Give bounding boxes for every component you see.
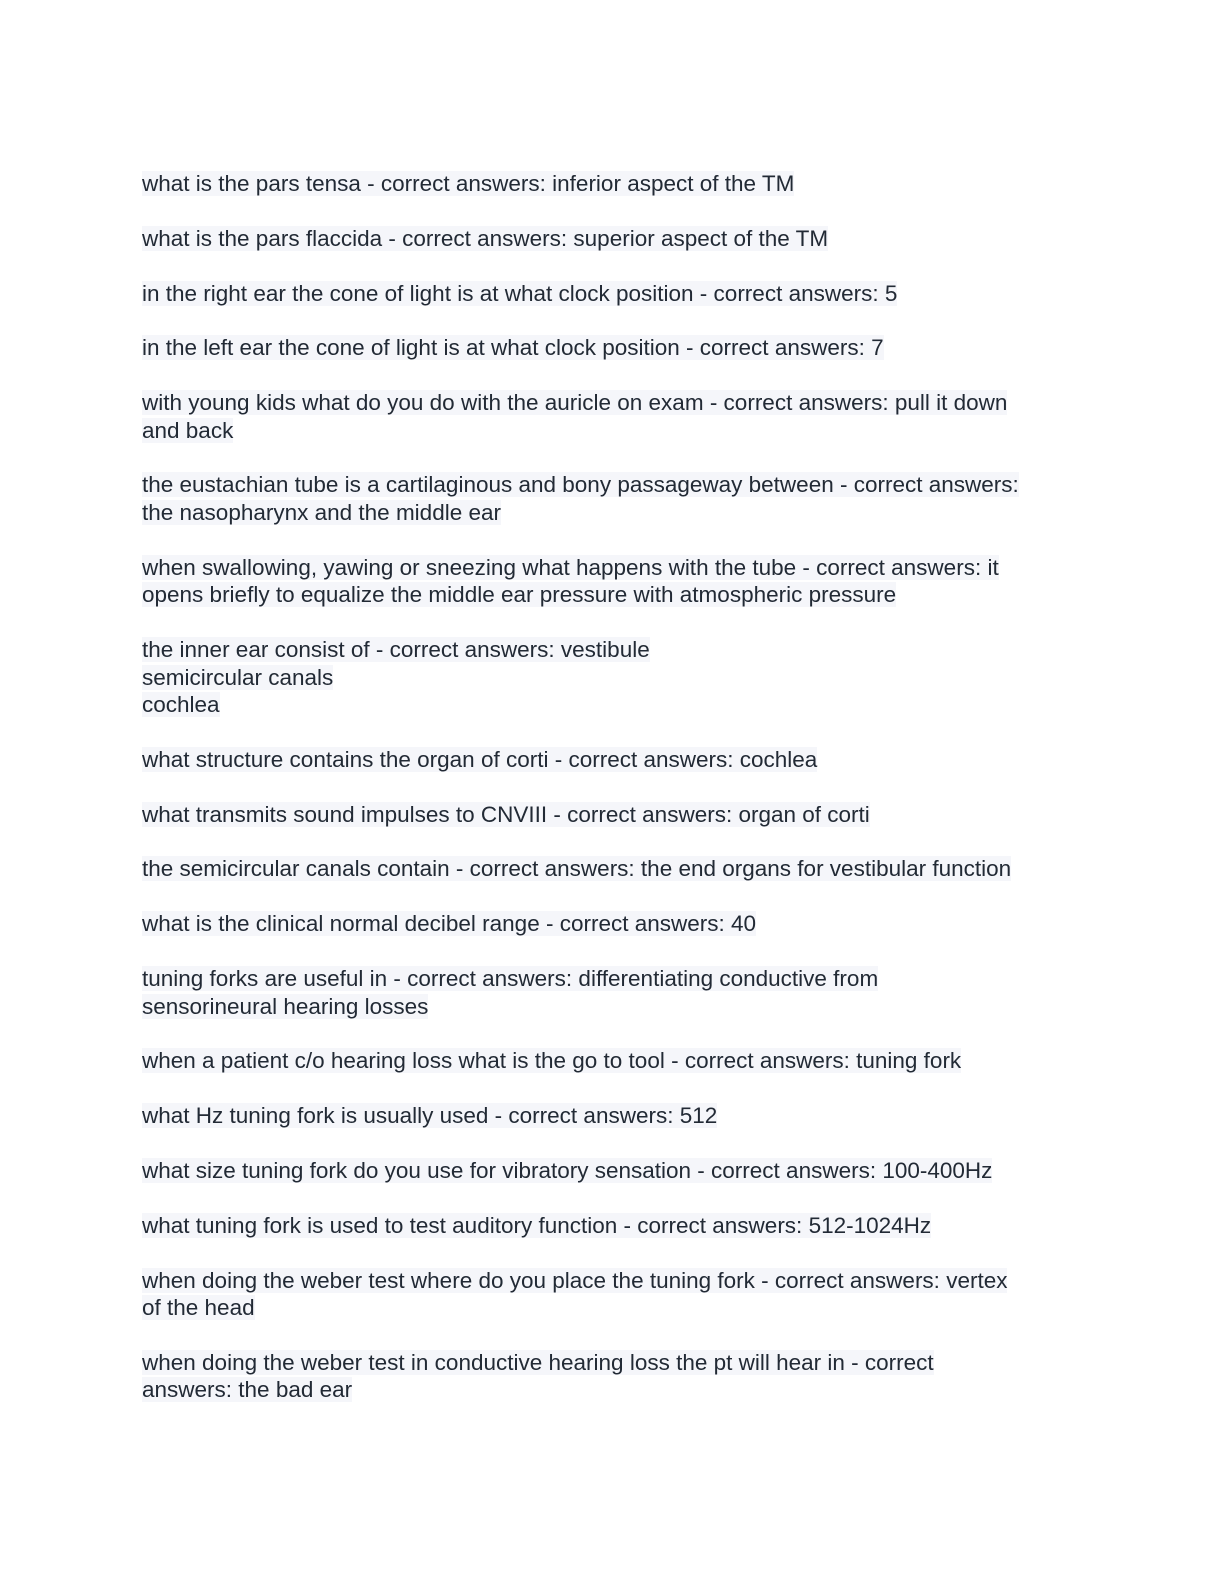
qa-line: what tuning fork is used to test auditory function - correct answers: 512-1024Hz: [142, 1212, 932, 1238]
qa-line: in the left ear the cone of light is at what clock position - correct answers: 7: [142, 335, 884, 361]
qa-line: the semicircular canals contain - correct answers: the end organs for vestibular function: [142, 856, 1012, 882]
qa-item: [142, 1047, 1082, 1075]
qa-line: cochlea: [142, 692, 220, 718]
qa-line: the eustachian tube is a cartilaginous and bony passageway between - correct answers:: [142, 472, 1019, 498]
qa-line: answers: the bad ear: [142, 1377, 353, 1403]
document-page: [142, 170, 1082, 1431]
qa-line: in the right ear the cone of light is at what clock position - correct answers: 5: [142, 280, 898, 306]
qa-item: [142, 1267, 1082, 1322]
qa-item: [142, 636, 1082, 719]
qa-line: when doing the weber test in conductive hearing loss the pt will hear in - correct: [142, 1349, 934, 1375]
qa-item: [142, 389, 1082, 444]
qa-line: what size tuning fork do you use for vibratory sensation - correct answers: 100-400Hz: [142, 1157, 993, 1183]
qa-item: [142, 965, 1082, 1020]
qa-item: [142, 910, 1082, 938]
qa-item: [142, 1157, 1082, 1185]
qa-item: [142, 170, 1082, 198]
qa-line: what is the pars flaccida - correct answers: superior aspect of the TM: [142, 225, 829, 251]
qa-line: what transmits sound impulses to CNVIII - correct answers: organ of corti: [142, 801, 870, 827]
qa-line: semicircular canals: [142, 664, 334, 690]
qa-line: what is the clinical normal decibel range - correct answers: 40: [142, 911, 757, 937]
qa-line: of the head: [142, 1295, 255, 1321]
qa-line: when a patient c/o hearing loss what is the go to tool - correct answers: tuning fork: [142, 1048, 962, 1074]
qa-line: the nasopharynx and the middle ear: [142, 499, 501, 525]
qa-line: tuning forks are useful in - correct answers: differentiating conductive from: [142, 966, 879, 992]
qa-item: [142, 1102, 1082, 1130]
qa-line: with young kids what do you do with the auricle on exam - correct answers: pull it down: [142, 390, 1008, 416]
qa-item: [142, 280, 1082, 308]
qa-item: [142, 855, 1082, 883]
qa-item: [142, 554, 1082, 609]
qa-item: [142, 1212, 1082, 1240]
qa-line: what structure contains the organ of corti - correct answers: cochlea: [142, 746, 818, 772]
qa-item: [142, 334, 1082, 362]
qa-line: when doing the weber test where do you place the tuning fork - correct answers: vertex: [142, 1267, 1008, 1293]
qa-line: and back: [142, 417, 234, 443]
qa-item: [142, 746, 1082, 774]
qa-line: the inner ear consist of - correct answers: vestibule: [142, 637, 650, 663]
qa-line: when swallowing, yawing or sneezing what happens with the tube - correct answers: it: [142, 554, 999, 580]
qa-item: [142, 801, 1082, 829]
qa-item: [142, 471, 1082, 526]
qa-line: what is the pars tensa - correct answers: inferior aspect of the TM: [142, 171, 795, 196]
qa-line: opens briefly to equalize the middle ear pressure with atmospheric pressure: [142, 582, 897, 608]
qa-item: [142, 1349, 1082, 1404]
qa-item: [142, 225, 1082, 253]
qa-line: what Hz tuning fork is usually used - correct answers: 512: [142, 1103, 718, 1129]
qa-line: sensorineural hearing losses: [142, 993, 429, 1019]
